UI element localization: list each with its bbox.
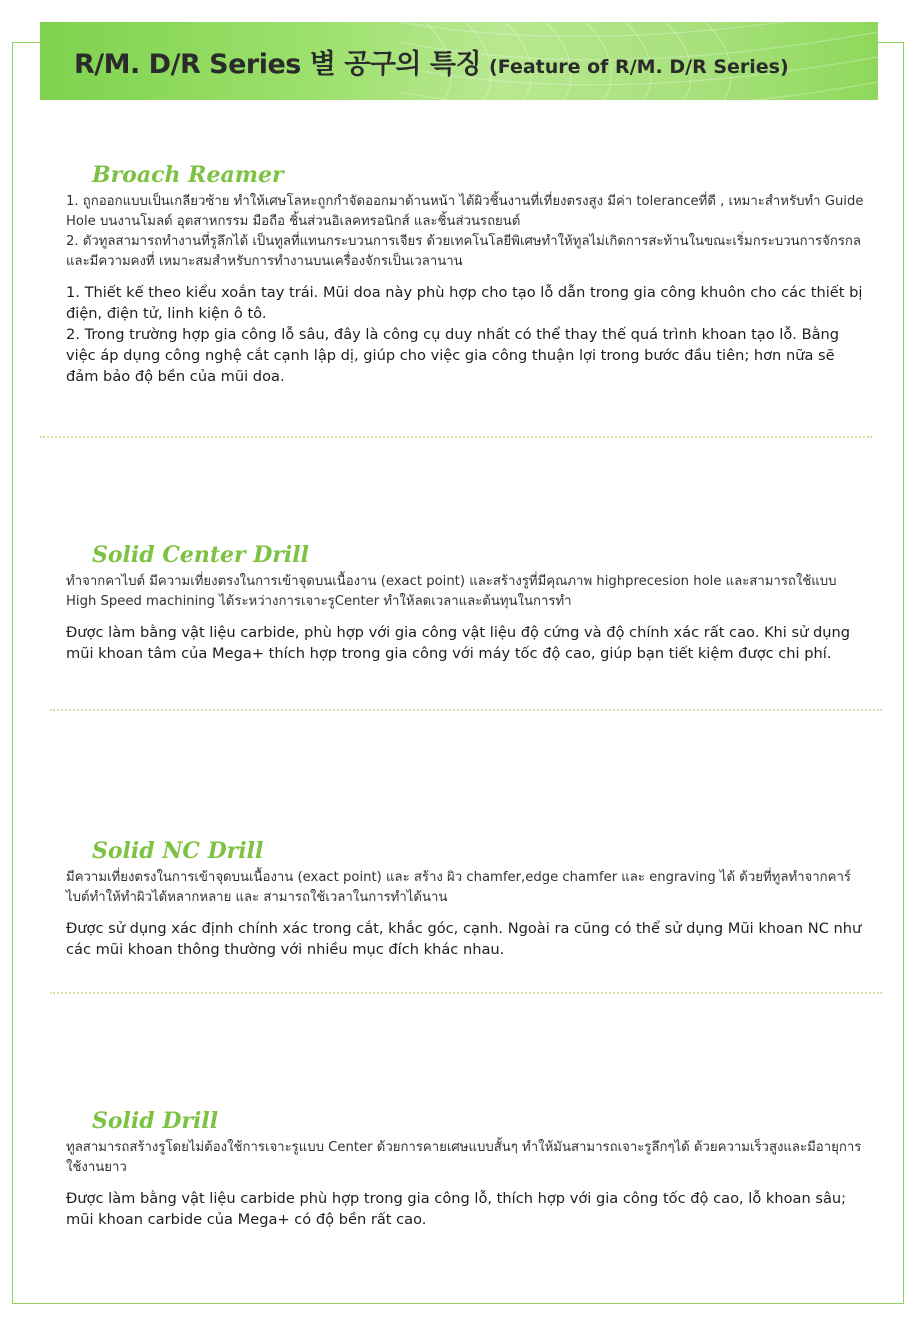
- page-title-main: R/M. D/R Series 별 공구의 특징: [74, 49, 482, 80]
- section-text-thai: 1. ถูกออกแบบเป็นเกลียวซ้าย ทำให้เศษโลหะถูกกำจัดออกมาด้านหน้า ได้ผิวชิ้นงานที่เที่ยงตรงสูง มีค่า toleranceที่ดี , เหมาะสำหรับทำ Guide Hole บนงานโมลด์ อุตสาหกรรม มือถือ ชิ้นส่วนอิเลคทรอนิกส์ และชิ้นส่วนรถยนต์ 2. ตัวทูลสามารถทำงานที่รูลึกได้ เป็นทูลที่แทนกระบวนการเจียร ด้วยเทคโนโลยีพิเศษทำให้ทูลไม่เกิดการสะท้านในขณะเริ่มกระบวนการจักรกลและมีความคงที่ เหมาะสมสำหรับการทำงานบนเครื่องจักรเป็นเวลานาน: [66, 194, 864, 269]
- section-solid-drill: [66, 1108, 866, 1230]
- section-text-thai: มีความเที่ยงตรงในการเข้าจุดบนเนื้องาน (exact point) และ สร้าง ผิว chamfer,edge chamfer และ engraving ได้ ด้วยที่ทูลทำจากคาร์ไบต์ทำให้ทำผิวได้หลากหลาย และ สามารถใช้เวลาในการทำได้นาน: [66, 870, 851, 905]
- section-text-thai: ทูลสามารถสร้างรูโดยไม่ต้องใช้การเจาะรูแบบ Center ด้วยการคายเศษแบบสั้นๆ ทำให้มันสามารถเจาะรูลึกๆได้ ด้วยความเร็วสูงและมีอายุการใช้งานยาว: [66, 1140, 862, 1175]
- section-title: Solid Center Drill: [92, 542, 309, 568]
- section-text-vietnamese: 1. Thiết kế theo kiểu xoắn tay trái. Mũi doa này phù hợp cho tạo lỗ dẫn trong gia công khuôn cho các thiết bị điện, điện tử, linh kiện ô tô. 2. Trong trường hợp gia công lỗ sâu, đây là công cụ duy nhất có thể thay thế quá trình khoan tạo lỗ. Bằng việc áp dụng công nghệ cắt cạnh lập dị, giúp cho việc gia công thuận lợi trong bước đầu tiên; hơn nữa sẽ đảm bảo độ bền của mũi doa.: [66, 284, 863, 385]
- section-text-vietnamese: Được làm bằng vật liệu carbide phù hợp trong gia công lỗ, thích hợp với gia công tốc độ cao, lỗ khoan sâu; mũi khoan carbide của Mega+ có độ bền rất cao.: [66, 1190, 847, 1228]
- section-broach-reamer: [66, 162, 866, 387]
- page-title-sub: (Feature of R/M. D/R Series): [489, 56, 789, 78]
- section-title: Broach Reamer: [92, 162, 284, 188]
- section-text-vietnamese: Được làm bằng vật liệu carbide, phù hợp với gia công vật liệu độ cứng và độ chính xác rất cao. Khi sử dụng mũi khoan tâm của Mega+ thích hợp trong gia công với máy tốc độ cao, giúp bạn tiết kiệm được chi phí.: [66, 624, 851, 662]
- header-banner: [40, 22, 878, 100]
- section-text-vietnamese: Được sử dụng xác định chính xác trong cắt, khắc góc, cạnh. Ngoài ra cũng có thể sử dụng Mũi khoan NC như các mũi khoan thông thường với nhiều mục đích khác nhau.: [66, 920, 862, 958]
- section-divider: [40, 436, 872, 438]
- section-solid-nc-drill: [66, 838, 866, 960]
- section-divider: [50, 992, 882, 994]
- section-text-thai: ทำจากคาไบต์ มีความเที่ยงตรงในการเข้าจุดบนเนื้องาน (exact point) และสร้างรูที่มีคุณภาพ highprecesion hole และสามารถใช้แบบ High Speed machining ได้ระหว่างการเจาะรูCenter ทำให้ลดเวลาและต้นทุนในการทำ: [66, 574, 837, 609]
- section-title: Solid Drill: [92, 1108, 219, 1134]
- section-solid-center-drill: [66, 542, 866, 664]
- section-divider: [50, 709, 882, 711]
- page-title: [74, 42, 789, 81]
- section-title: Solid NC Drill: [92, 838, 264, 864]
